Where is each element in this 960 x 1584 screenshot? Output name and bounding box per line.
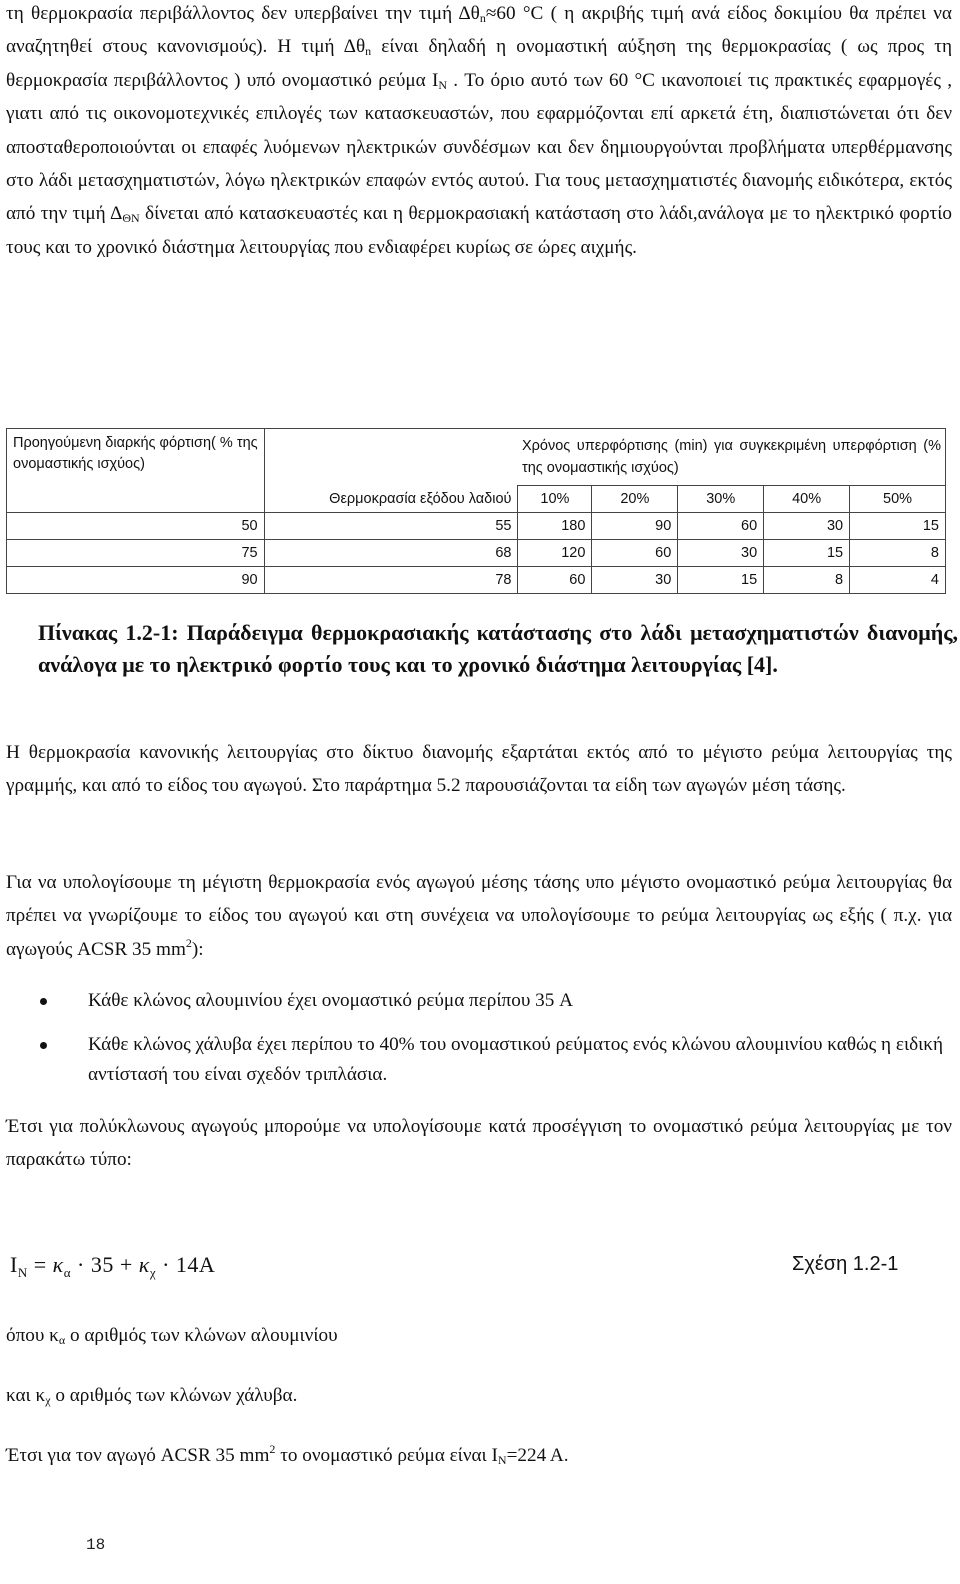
text: το ονομαστικό ρεύμα είναι I xyxy=(275,1445,498,1466)
subscript: N xyxy=(17,1265,28,1280)
header-blank xyxy=(264,429,518,486)
text: όπου κ xyxy=(6,1325,59,1346)
list-item xyxy=(40,986,952,1016)
cell-value: 60 xyxy=(678,513,764,540)
header-percent: 30% xyxy=(678,486,764,513)
cell-value: 30 xyxy=(764,513,850,540)
bullet-text: Κάθε κλώνος αλουμινίου έχει ονομαστικό ρεύμα περίπου 35 A xyxy=(88,990,573,1011)
subscript: N xyxy=(497,1453,507,1467)
paragraph-calculation xyxy=(6,866,952,966)
cell-load: 50 xyxy=(7,513,265,540)
formula-text: · 35 + xyxy=(71,1252,139,1277)
cell-value: 30 xyxy=(592,567,678,594)
cell-value: 90 xyxy=(592,513,678,540)
cell-value: 180 xyxy=(518,513,592,540)
overload-table xyxy=(6,428,946,594)
formula xyxy=(10,1252,215,1278)
cell-value: 120 xyxy=(518,540,592,567)
text: τη θερμοκρασία περιβάλλοντος δεν υπερβαίνει την τιμή Δθ xyxy=(6,3,480,24)
cell-load: 75 xyxy=(7,540,265,567)
subscript: α xyxy=(58,1333,66,1347)
paragraph-operating-temperature: Η θερμοκρασία κανονικής λειτουργίας στο δίκτυο διανομής εξαρτάται εκτός από το μέγιστο ρεύμα λειτουργίας της γραμμής, και από το είδος του αγωγού. Στο παράρτημα 5.2 παρουσιάζονται τα είδη των αγωγών μέση τάσης. xyxy=(6,742,952,797)
text: =224 A. xyxy=(506,1445,569,1466)
bullet-icon xyxy=(40,1042,47,1049)
definition-line xyxy=(6,1381,297,1411)
table-row xyxy=(7,540,946,567)
paragraph-formula-intro: Έτσι για πολύκλωνους αγωγούς μπορούμε να υπολογίσουμε κατά προσέγγιση το ονομαστικό ρεύμα λειτουργίας με τον παρακάτω τύπο: xyxy=(6,1116,952,1171)
bullet-icon xyxy=(40,998,47,1005)
header-percent: 40% xyxy=(764,486,850,513)
cell-value: 15 xyxy=(850,513,946,540)
text: Έτσι για τον αγωγό ACSR 35 mm xyxy=(6,1445,270,1466)
cell-value: 8 xyxy=(764,567,850,594)
text: ≈60 °C ( η ακριβής τιμή ανά είδος δοκιμίου θα πρέπει να αναζητηθεί στους κανονισμούς). Η τιμή Δθ xyxy=(6,3,952,58)
formula-symbol: κ xyxy=(52,1252,64,1277)
formula-text: · 14A xyxy=(156,1252,216,1277)
formula-symbol: I xyxy=(10,1252,18,1277)
header-overload-time: Χρόνος υπερφόρτισης (min) για συγκεκριμένη υπερφόρτιση (% της ονομαστικής ισχύος) xyxy=(518,429,946,486)
cell-value: 4 xyxy=(850,567,946,594)
text: ): xyxy=(191,938,204,960)
subscript: α xyxy=(63,1265,72,1280)
superscript: 2 xyxy=(185,935,192,950)
text: ο αριθμός των κλώνων αλουμινίου xyxy=(65,1325,338,1346)
superscript: 2 xyxy=(269,1442,276,1456)
header-percent: 10% xyxy=(518,486,592,513)
cell-oil: 68 xyxy=(264,540,518,567)
subscript: χ xyxy=(45,1393,51,1407)
result-line xyxy=(6,1441,569,1471)
cell-value: 8 xyxy=(850,540,946,567)
subscript: n xyxy=(479,11,486,25)
definition-line xyxy=(6,1321,338,1351)
subscript: χ xyxy=(149,1265,157,1280)
header-percent: 20% xyxy=(592,486,678,513)
table-row xyxy=(7,513,946,540)
text: . Το όριο αυτό των 60 °C ικανοποιεί τις πρακτικές εφαρμογές , γιατι από τις οικονομοτεχνικές επιλογές των κατασκευαστών, που εφαρμόζονται επί αρκετά έτη, διαπιστώνεται ότι δεν αποσταθεροποιούνται οι επαφές λυόμενων ηλεκτρικών συνδέσμων και δεν δημιουργούνται προβλήματα υπερθέρμανσης στο λάδι μετασχηματιστών, λόγω ηλεκτρικών επαφών εντός αυτού. Για τους μετασχηματιστές διανομής ειδικότερα, εκτός από την τιμή Δ xyxy=(6,69,952,225)
text: ο αριθμός των κλώνων χάλυβα. xyxy=(50,1385,298,1406)
bullet-list xyxy=(40,986,952,1096)
bullet-text: Κάθε κλώνος χάλυβα έχει περίπου το 40% του ονομαστικού ρεύματος ενός κλώνου αλουμινίου καθώς η ειδική αντίστασή του είναι σχεδόν τριπλάσια. xyxy=(88,1034,944,1085)
table-header-row xyxy=(7,429,946,486)
cell-oil: 55 xyxy=(264,513,518,540)
header-oil-temperature: Θερμοκρασία εξόδου λαδιού xyxy=(264,486,518,513)
cell-value: 60 xyxy=(518,567,592,594)
relation-label: Σχέση 1.2-1 xyxy=(792,1253,899,1275)
header-previous-load: Προηγούμενη διαρκής φόρτιση( % της ονομαστικής ισχύος) xyxy=(7,429,265,513)
cell-value: 30 xyxy=(678,540,764,567)
header-percent: 50% xyxy=(850,486,946,513)
list-item xyxy=(40,1030,952,1090)
cell-oil: 78 xyxy=(264,567,518,594)
table-caption: Πίνακας 1.2-1: Παράδειγμα θερμοκρασιακής κατάστασης στο λάδι μετασχηματιστών διανομής, ανάλογα με το ηλεκτρικό φορτίο τους και το χρονικό διάστημα λειτουργίας [4]. xyxy=(38,620,958,677)
intro-paragraph xyxy=(6,0,952,264)
subscript: N xyxy=(438,77,448,92)
table-row xyxy=(7,567,946,594)
formula-text: = xyxy=(27,1252,53,1277)
text: Για να υπολογίσουμε τη μέγιστη θερμοκρασία ενός αγωγού μέσης τάσης υπο μέγιστο ονομαστικό ρεύμα λειτουργίας θα πρέπει να γνωρίζουμε το είδος του αγωγού και στη συνέχεια να υπολογίσουμε το ρεύμα λειτουργίας ως εξής ( π.χ. για αγωγούς ACSR 35 mm xyxy=(6,872,952,960)
formula-symbol: κ xyxy=(138,1252,150,1277)
page-number: 18 xyxy=(86,1536,106,1554)
text: δίνεται από κατασκευαστές και η θερμοκρασιακή κατάσταση στο λάδι,ανάλογα με το ηλεκτρικό φορτίο τους και το χρονικό διάστημα λειτουργίας που ενδιαφέρει κυρίως σε ώρες αιχμής. xyxy=(6,203,952,258)
text: και κ xyxy=(6,1385,46,1406)
text: είναι δηλαδή η ονομαστική αύξηση της θερμοκρασίας ( ως προς τη θερμοκρασία περιβάλλοντος ) υπό ονομαστικό ρεύμα I xyxy=(6,36,953,91)
cell-value: 15 xyxy=(764,540,850,567)
cell-value: 15 xyxy=(678,567,764,594)
cell-value: 60 xyxy=(592,540,678,567)
cell-load: 90 xyxy=(7,567,265,594)
subscript: ΘN xyxy=(122,211,140,226)
subscript: n xyxy=(365,44,372,59)
